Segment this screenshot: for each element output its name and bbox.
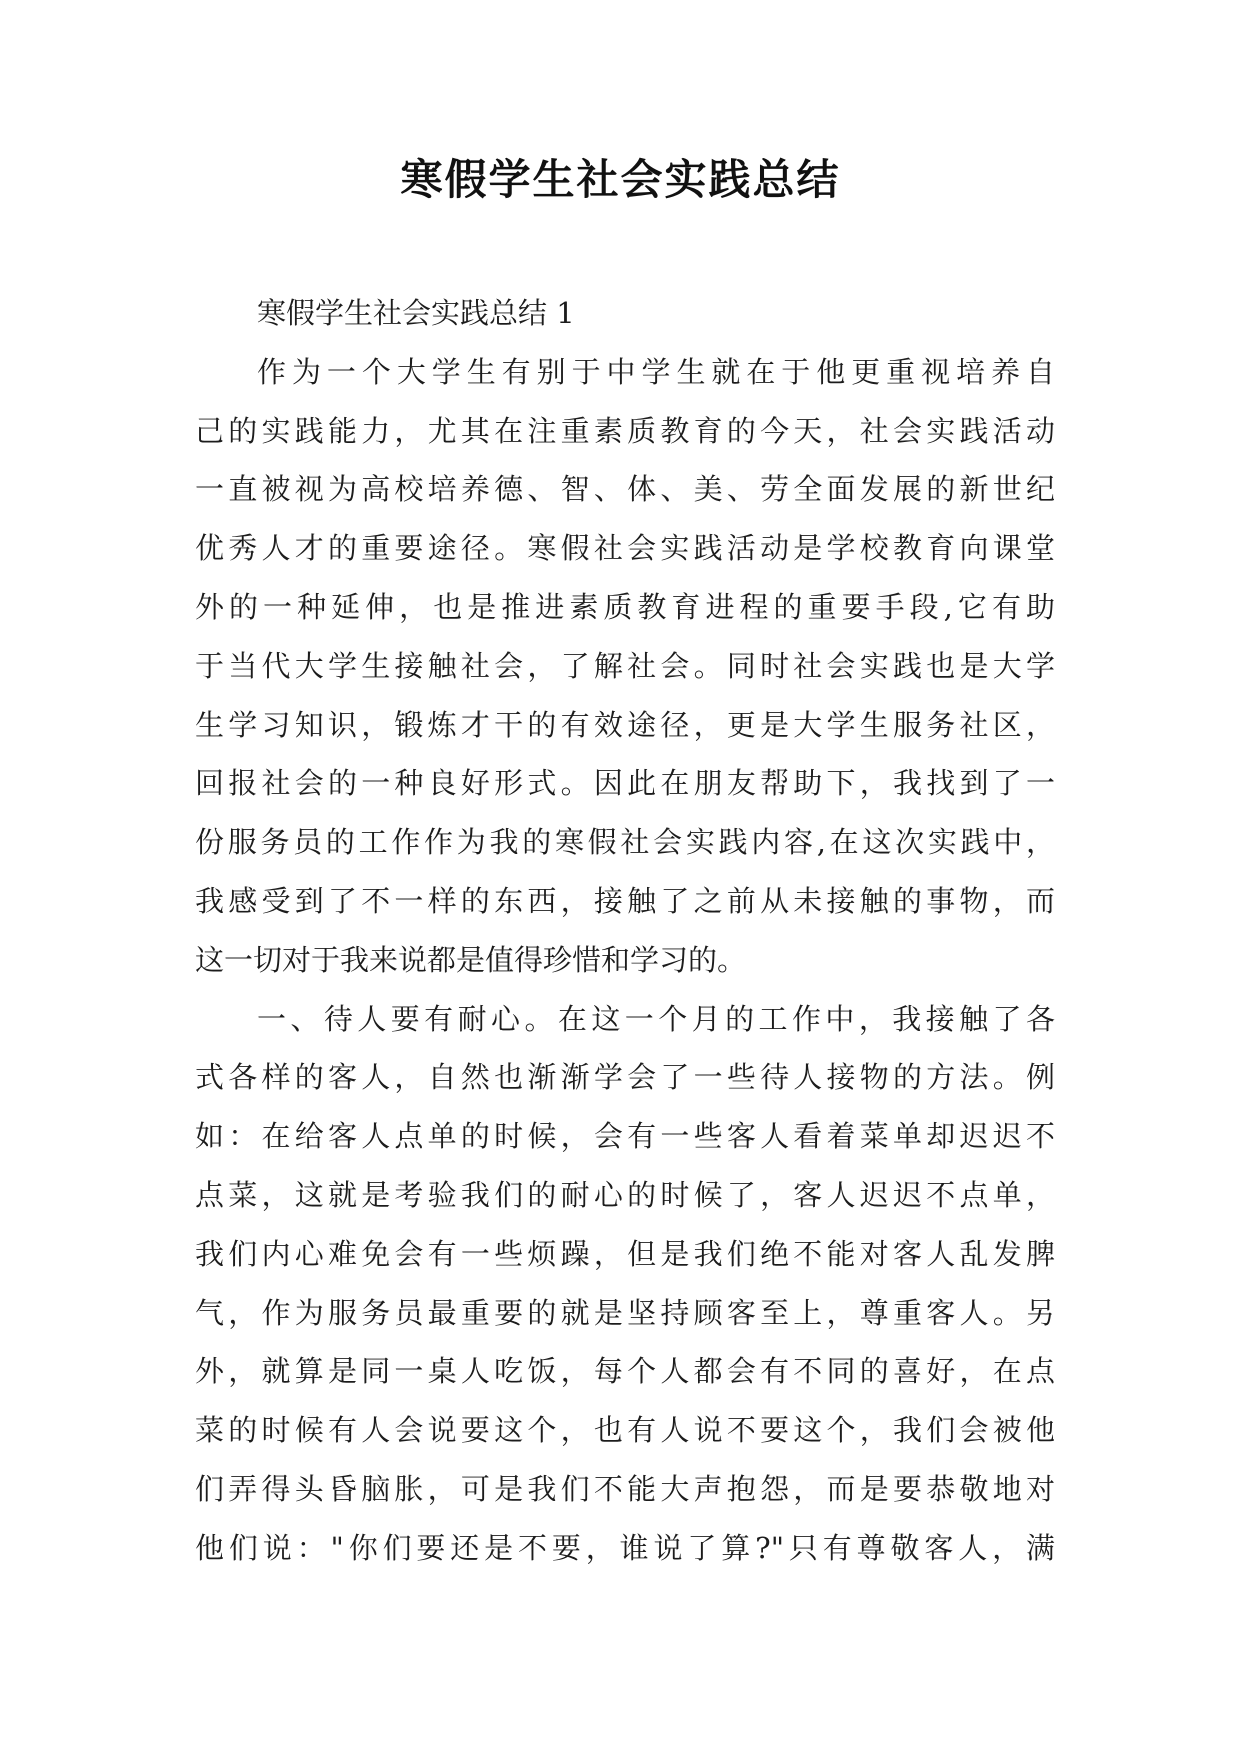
text-line: 菜的时候有人会说要这个，也有人说不要这个，我们会被他 [195, 1413, 1055, 1448]
text-line: 生学习知识，锻炼才干的有效途径，更是大学生服务社区， [195, 707, 1055, 742]
text-line: 式各样的客人，自然也渐渐学会了一些待人接物的方法。例 [195, 1060, 1055, 1095]
text-line: 己的实践能力，尤其在注重素质教育的今天，社会实践活动 [195, 413, 1055, 448]
text-line: 外，就算是同一桌人吃饭，每个人都会有不同的喜好，在点 [195, 1354, 1055, 1389]
text-line: 作为一个大学生有别于中学生就在于他更重视培养自 [257, 354, 1055, 389]
text-line: 气，作为服务员最重要的就是坚持顾客至上，尊重客人。另 [195, 1295, 1055, 1330]
text-line: 一、待人要有耐心。在这一个月的工作中，我接触了各 [257, 1001, 1055, 1036]
text-line: 一直被视为高校培养德、智、体、美、劳全面发展的新世纪 [195, 472, 1055, 507]
text-line: 优秀人才的重要途径。寒假社会实践活动是学校教育向课堂 [195, 531, 1055, 566]
document-title: 寒假学生社会实践总结 [400, 155, 841, 204]
text-line: 这一切对于我来说都是值得珍惜和学习的。 [195, 942, 747, 977]
text-line: 们弄得头昏脑胀，可是我们不能大声抱怨，而是要恭敬地对 [195, 1471, 1055, 1506]
text-line: 寒假学生社会实践总结 1 [257, 296, 575, 330]
text-line: 点菜，这就是考验我们的耐心的时候了，客人迟迟不点单， [195, 1177, 1055, 1212]
text-line: 外的一种延伸，也是推进素质教育进程的重要手段,它有助 [195, 589, 1055, 624]
text-line: 我感受到了不一样的东西，接触了之前从未接触的事物，而 [195, 883, 1055, 918]
text-line: 于当代大学生接触社会，了解社会。同时社会实践也是大学 [195, 648, 1055, 683]
text-line: 回报社会的一种良好形式。因此在朋友帮助下，我找到了一 [195, 766, 1055, 801]
text-line: 他们说："你们要还是不要，谁说了算?"只有尊敬客人，满 [195, 1530, 1055, 1565]
text-line: 我们内心难免会有一些烦躁，但是我们绝不能对客人乱发脾 [195, 1236, 1055, 1271]
text-line: 份服务员的工作作为我的寒假社会实践内容,在这次实践中， [195, 825, 1055, 860]
text-line: 如：在给客人点单的时候，会有一些客人看着菜单却迟迟不 [195, 1119, 1055, 1154]
document-body [195, 284, 1055, 1578]
